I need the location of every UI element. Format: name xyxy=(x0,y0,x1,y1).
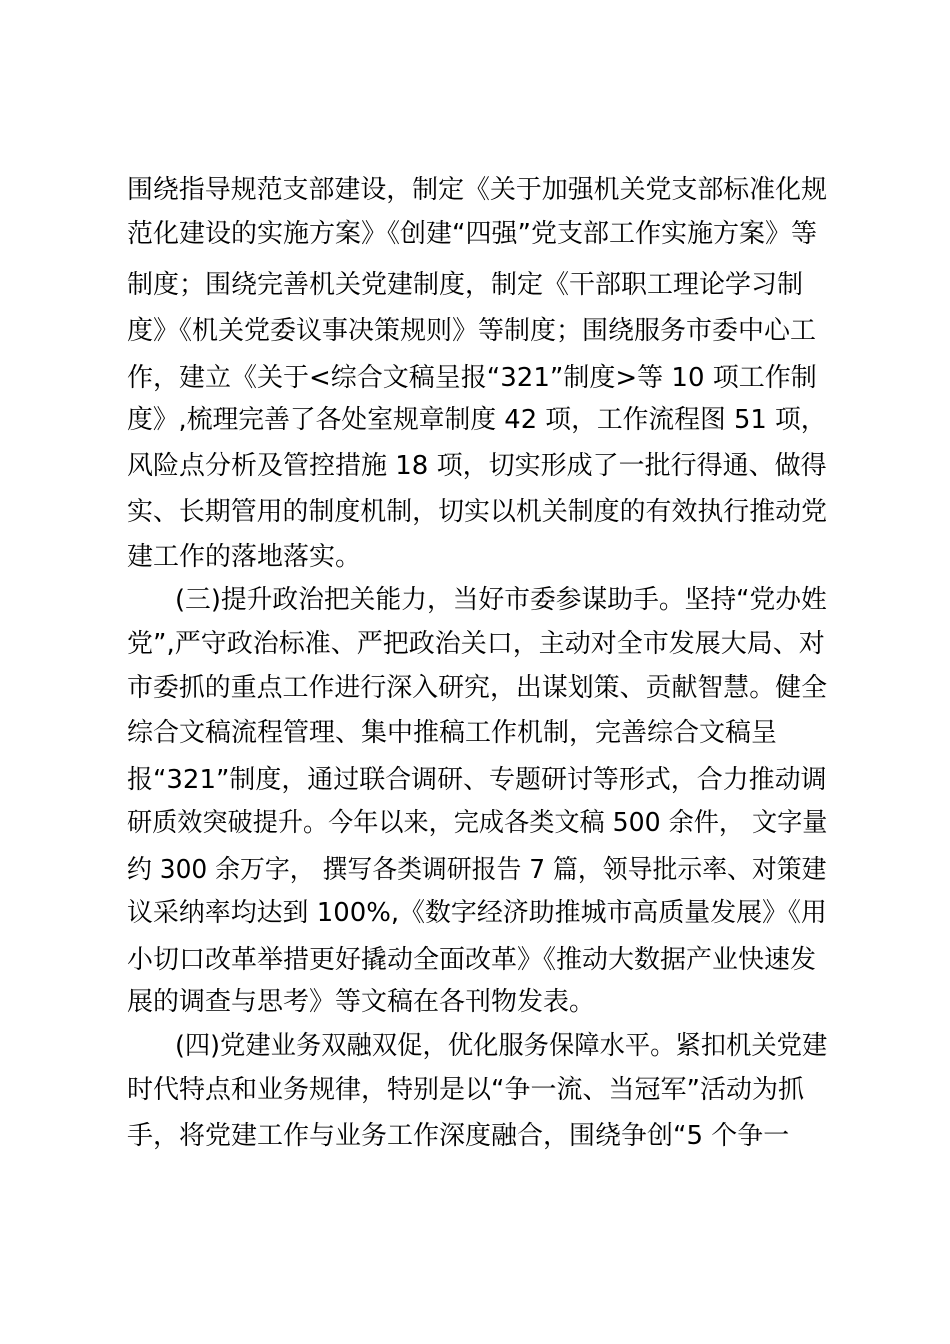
text-line: 议采纳率均达到 100%,《数字经济助推城市高质量发展》《用 xyxy=(127,898,827,928)
text-line: 党”,严守政治标准、严把政治关口，主动对全市发展大局、对 xyxy=(127,629,825,659)
text-line: 建工作的落地落实。 xyxy=(127,542,362,572)
text-line: 时代特点和业务规律，特别是以“争一流、当冠军”活动为抓 xyxy=(127,1075,804,1105)
text-line: 小切口改革举措更好撬动全面改革》《推动大数据产业快速发 xyxy=(127,945,817,975)
text-line: 综合文稿流程管理、集中推稿工作机制，完善综合文稿呈 xyxy=(127,718,778,748)
text-line: 约 300 余万字， 撰写各类调研报告 7 篇，领导批示率、对策建 xyxy=(127,855,827,885)
text-line: 风险点分析及管控措施 18 项，切实形成了一批行得通、做得 xyxy=(127,451,827,481)
text-line: 手，将党建工作与业务工作深度融合，围绕争创“5 个争一 xyxy=(127,1121,790,1151)
text-line: 展的调查与思考》等文稿在各刊物发表。 xyxy=(127,987,596,1017)
text-line: 制度；围绕完善机关党建制度，制定《干部职工理论学习制 xyxy=(127,270,804,300)
text-line: 实、长期管用的制度机制，切实以机关制度的有效执行推动党 xyxy=(127,497,828,527)
text-line: 市委抓的重点工作进行深入研究，出谋划策、贡献智慧。健全 xyxy=(127,673,828,703)
text-line: 度》《机关党委议事决策规则》等制度；围绕服务市委中心工 xyxy=(127,316,817,346)
text-line: 报“321”制度，通过联合调研、专题研讨等形式，合力推动调 xyxy=(127,765,827,795)
text-line: 围绕指导规范支部建设，制定《关于加强机关党支部标准化规 xyxy=(127,175,828,205)
paragraph-first-line: (四)党建业务双融双促，优化服务保障水平。紧扣机关党建 xyxy=(175,1031,828,1061)
paragraph-first-line: (三)提升政治把关能力，当好市委参谋助手。坚持“党办姓 xyxy=(175,585,827,615)
text-line: 范化建设的实施方案》《创建“四强”党支部工作实施方案》等 xyxy=(127,219,817,249)
text-line: 研质效突破提升。今年以来，完成各类文稿 500 余件， 文字量 xyxy=(127,808,828,838)
text-line: 作，建立《关于<综合文稿呈报“321”制度>等 10 项工作制 xyxy=(127,363,817,393)
text-line: 度》,梳理完善了各处室规章制度 42 项，工作流程图 51 项， xyxy=(127,405,827,435)
